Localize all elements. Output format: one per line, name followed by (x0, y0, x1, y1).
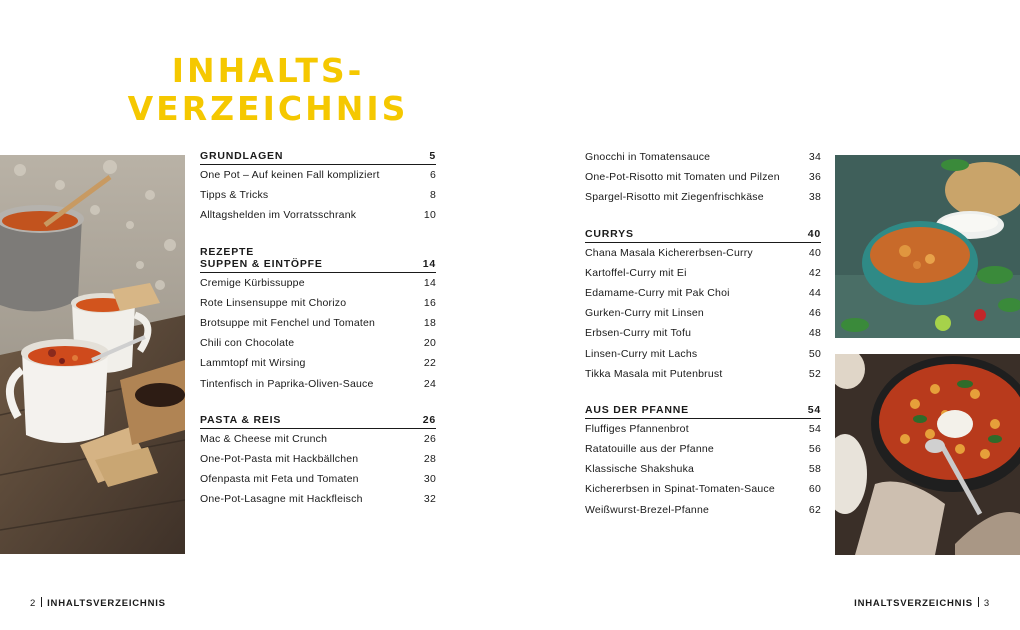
page-title (118, 52, 418, 128)
toc-entry (200, 165, 436, 185)
toc-entry (200, 429, 436, 449)
toc-entry (585, 344, 821, 364)
entry-label: One-Pot-Risotto mit Tomaten und Pilzen (585, 171, 780, 184)
section-page: 26 (422, 413, 436, 426)
toc-entry (585, 167, 821, 187)
section-title: CURRYS (585, 227, 634, 240)
entry-page: 40 (808, 246, 821, 259)
section-title: PASTA & REIS (200, 413, 282, 426)
entry-page: 20 (423, 337, 436, 350)
footer-label: INHALTSVERZEICHNIS (47, 598, 166, 609)
toc-section-suppen (200, 246, 436, 394)
toc-entry (585, 479, 821, 499)
entry-page: 38 (808, 191, 821, 204)
title-line-1: INHALTS- (171, 51, 365, 90)
footer-right (854, 597, 990, 609)
footer-left (30, 597, 166, 609)
entry-label: One Pot – Auf keinen Fall kompliziert (200, 169, 380, 181)
toc-entry (200, 273, 436, 293)
toc-entry (200, 374, 436, 394)
entry-label: Edamame-Curry mit Pak Choi (585, 286, 730, 299)
entry-label: Kartoffel-Curry mit Ei (585, 266, 687, 279)
toc-entry (585, 283, 821, 303)
toc-entry (200, 205, 436, 225)
toc-entry (585, 187, 821, 207)
entry-label: Gnocchi in Tomatensauce (585, 151, 711, 163)
entry-label: Gurken-Curry mit Linsen (585, 307, 704, 320)
entry-label: Tikka Masala mit Putenbrust (585, 367, 723, 380)
entry-page: 58 (808, 463, 821, 476)
toc-section-pasta (200, 414, 436, 510)
section-page: 40 (807, 227, 821, 240)
entry-page: 10 (423, 209, 436, 222)
toc-entry (200, 449, 436, 469)
entry-label: Tintenfisch in Paprika-Oliven-Sauce (200, 377, 374, 390)
entry-page: 52 (808, 367, 821, 380)
entry-page: 6 (429, 169, 436, 181)
toc-section-pfanne (585, 404, 821, 520)
toc-section-grundlagen (200, 150, 436, 226)
entry-label: Kichererbsen in Spinat-Tomaten-Sauce (585, 483, 775, 496)
toc-entry (585, 263, 821, 283)
section-heading (200, 246, 436, 273)
toc-left-column (200, 150, 436, 529)
entry-label: One-Pot-Lasagne mit Hackfleisch (200, 493, 363, 506)
entry-label: Cremige Kürbissuppe (200, 276, 305, 289)
entry-label: Erbsen-Curry mit Tofu (585, 327, 692, 340)
entry-label: One-Pot-Pasta mit Hackbällchen (200, 452, 359, 465)
curry-bowl-photo (835, 155, 1020, 338)
entry-label: Ratatouille aus der Pfanne (585, 443, 714, 456)
section-heading (200, 414, 436, 429)
entry-label: Fluffiges Pfannenbrot (585, 422, 689, 435)
entry-page: 56 (808, 443, 821, 456)
entry-page: 26 (423, 432, 436, 445)
toc-section-currys (585, 228, 821, 384)
section-page: 5 (429, 150, 436, 162)
toc-entry (200, 185, 436, 205)
entry-label: Chili con Chocolate (200, 337, 295, 350)
entry-page: 14 (423, 276, 436, 289)
entry-label: Klassische Shakshuka (585, 463, 695, 476)
entry-page: 48 (808, 327, 821, 340)
toc-entry (200, 469, 436, 489)
entry-label: Weißwurst-Brezel-Pfanne (585, 503, 710, 516)
entry-page: 8 (429, 189, 436, 202)
toc-entry (585, 323, 821, 343)
section-title: SUPPEN & EINTÖPFE (200, 257, 323, 270)
entry-label: Linsen-Curry mit Lachs (585, 347, 698, 360)
toc-entry (585, 243, 821, 263)
entry-page: 34 (808, 151, 821, 163)
soup-mugs-photo (0, 155, 185, 554)
entry-label: Brotsuppe mit Fenchel und Tomaten (200, 316, 376, 329)
section-title: GRUNDLAGEN (200, 150, 284, 162)
section-heading (585, 404, 821, 419)
entry-page: 54 (808, 422, 821, 435)
section-heading (200, 150, 436, 165)
entry-label: Tipps & Tricks (200, 189, 269, 202)
title-line-2: VERZEICHNIS (127, 89, 409, 128)
entry-page: 62 (808, 503, 821, 516)
section-page: 14 (422, 257, 436, 270)
toc-entry (200, 353, 436, 373)
entry-page: 30 (423, 473, 436, 486)
toc-entry (200, 313, 436, 333)
toc-entry (200, 333, 436, 353)
toc-continued-entries (585, 147, 821, 208)
toc-right-column (585, 147, 821, 540)
entry-page: 50 (808, 347, 821, 360)
entry-label: Lammtopf mit Wirsing (200, 357, 306, 370)
entry-label: Mac & Cheese mit Crunch (200, 432, 328, 445)
entry-page: 16 (423, 296, 436, 309)
entry-label: Ofenpasta mit Feta und Tomaten (200, 473, 359, 486)
footer-label: INHALTSVERZEICHNIS (854, 598, 973, 609)
entry-label: Chana Masala Kichererbsen-Curry (585, 246, 753, 259)
toc-entry (585, 419, 821, 439)
entry-label: Alltagshelden im Vorratsschrank (200, 209, 357, 222)
entry-page: 18 (423, 316, 436, 329)
section-pre-title: REZEPTE (200, 245, 255, 258)
toc-entry (200, 489, 436, 509)
entry-page: 46 (808, 307, 821, 320)
toc-entry (585, 500, 821, 520)
entry-page: 22 (423, 357, 436, 370)
section-title: AUS DER PFANNE (585, 403, 689, 416)
entry-label: Rote Linsensuppe mit Chorizo (200, 296, 347, 309)
entry-page: 36 (808, 171, 821, 184)
page-number: 2 (30, 598, 37, 609)
section-page: 54 (807, 403, 821, 416)
entry-page: 42 (808, 266, 821, 279)
entry-page: 60 (808, 483, 821, 496)
section-heading (585, 228, 821, 243)
footer-divider (978, 597, 979, 607)
entry-label: Spargel-Risotto mit Ziegenfrischkäse (585, 191, 764, 204)
entry-page: 28 (423, 452, 436, 465)
entry-page: 32 (423, 493, 436, 506)
shakshuka-pan-photo (835, 354, 1020, 555)
entry-page: 44 (808, 286, 821, 299)
footer-divider (41, 597, 42, 607)
page-number: 3 (983, 598, 990, 609)
toc-entry (585, 147, 821, 167)
toc-entry (585, 439, 821, 459)
toc-entry (585, 364, 821, 384)
toc-entry (585, 303, 821, 323)
entry-page: 24 (423, 377, 436, 390)
toc-entry (585, 459, 821, 479)
toc-entry (200, 293, 436, 313)
